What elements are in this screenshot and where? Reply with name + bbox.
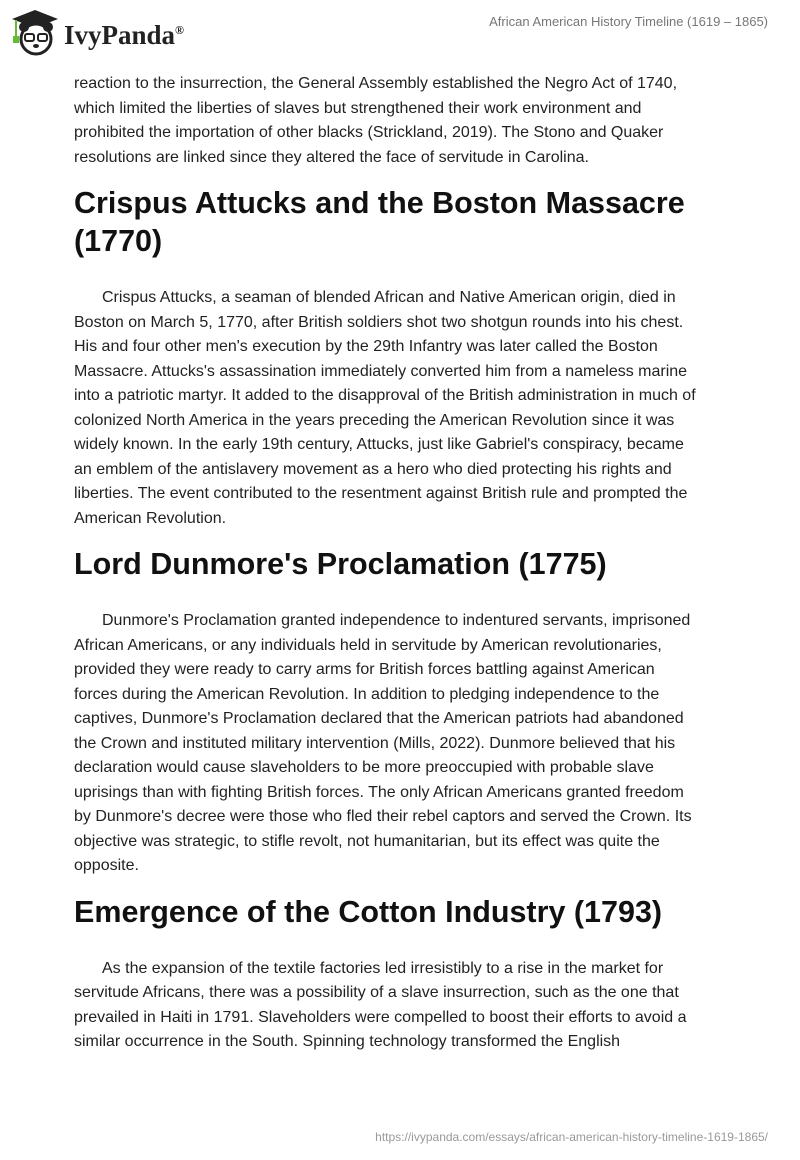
paragraph-line: by Dunmore's decree were those who fled their rebel captors and served the Crown. Its xyxy=(74,808,692,825)
paragraph-line: servitude Africans, there was a possibility of a slave insurrection, such as the one that xyxy=(74,984,679,1001)
paragraph-line: reaction to the insurrection, the General Assembly established the Negro Act of 1740, xyxy=(74,75,678,92)
paragraph-line: which limited the liberties of slaves but strengthened their work environment and xyxy=(74,99,642,117)
paragraph-line: widely known. In the early 19th century, Attucks, just like Gabriel's conspiracy, became xyxy=(74,436,684,453)
section-heading: Lord Dunmore's Proclamation (1775) xyxy=(74,547,607,581)
paragraph-line: Dunmore's Proclamation granted independence to indentured servants, imprisoned xyxy=(102,612,691,629)
paragraph-line: objective was strategic, to stifle revolt, not humanitarian, but its effect was quite the xyxy=(74,832,660,850)
page-header xyxy=(0,0,800,60)
paragraph-line: Crispus Attucks, a seaman of blended African and Native American origin, died in xyxy=(102,289,676,306)
paragraph-line: prohibited the importation of other blacks (Strickland, 2019). The Stono and Quaker xyxy=(74,124,664,141)
paragraph-line: captives, Dunmore's Proclamation declared that the American patriots had abandoned xyxy=(74,710,684,727)
section-paragraph xyxy=(74,286,754,531)
section-paragraph xyxy=(74,609,754,879)
paragraph-line: African Americans, or any individuals held in servitude by American revolutionaries, xyxy=(74,636,662,654)
paragraph-line: forces during the American Revolution. In addition to pledging independence to the xyxy=(74,685,660,703)
intro-paragraph xyxy=(74,72,754,170)
paragraph-line: an emblem of the antislavery movement as a hero who died protecting his rights and xyxy=(74,460,672,478)
paragraph-line: similar occurrence in the South. Spinning technology transformed the English xyxy=(74,1033,621,1050)
paragraph-line: As the expansion of the textile factories led irresistibly to a rise in the market for xyxy=(102,959,664,977)
paragraph-line: declaration would cause slaveholders to be more preoccupied with probable slave xyxy=(74,759,654,776)
essay-content xyxy=(74,72,754,1055)
paragraph-line: Boston on March 5, 1770, after British soldiers shot two shotgun rounds into his chest. xyxy=(74,313,684,331)
paragraph-line: resolutions are linked since they altered the face of servitude in Carolina. xyxy=(74,148,589,166)
paragraph-line: into a patriotic martyr. It added to the disapproval of the British administration in much of xyxy=(74,387,696,404)
paragraph-line: American Revolution. xyxy=(74,509,227,527)
ivypanda-logo[interactable] xyxy=(12,8,184,56)
paragraph-line: His and four other men's execution by the 29th Infantry was later called the Boston xyxy=(74,338,658,355)
section-paragraph xyxy=(74,957,754,1055)
section-heading: Emergence of the Cotton Industry (1793) xyxy=(74,894,663,929)
paragraph-line: uprisings than with fighting British forces. The only African Americans granted freedom xyxy=(74,783,684,801)
paragraph-line: provided they were ready to carry arms for British forces battling against American xyxy=(74,661,655,678)
paragraph-line: liberties. The event contributed to the resentment against British rule and prompted the xyxy=(74,485,688,502)
paragraph-line: opposite. xyxy=(74,857,139,874)
section-heading: Crispus Attucks and the Boston Massacre (1770) xyxy=(74,186,685,258)
paragraph-line: colonized North America in the years preceding the American Revolution since it was xyxy=(74,411,675,429)
panda-graduate-icon xyxy=(12,8,58,56)
document-title: African American History Timeline (1619 – 1865) xyxy=(489,14,768,29)
paragraph-line: the Crown and instituted military intervention (Mills, 2022). Dunmore believed that his xyxy=(74,734,676,752)
paragraph-line: prevailed in Haiti in 1791. Slaveholders were compelled to boost their efforts to avoid a xyxy=(74,1008,687,1026)
source-url: https://ivypanda.com/essays/african-american-history-timeline-1619-1865/ xyxy=(375,1130,768,1144)
logo-text: IvyPanda® xyxy=(64,19,185,50)
paragraph-line: Massacre. Attucks's assassination immediately converted him from a nameless marine xyxy=(74,362,688,380)
